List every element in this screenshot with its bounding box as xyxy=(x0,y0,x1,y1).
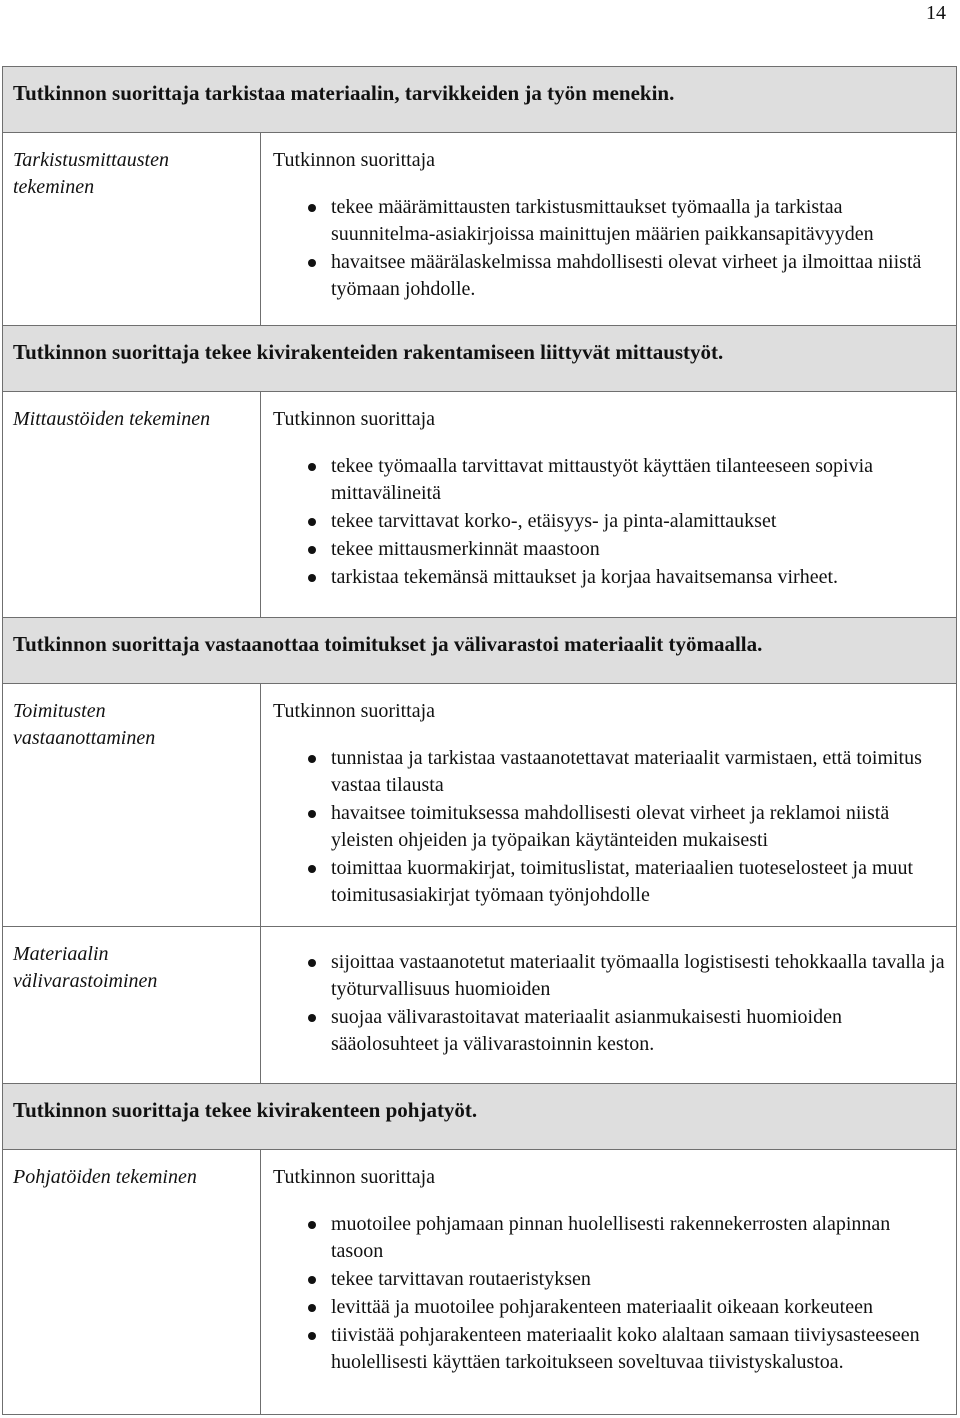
criteria-row xyxy=(3,1150,957,1415)
row-content xyxy=(261,1150,957,1415)
criteria-row xyxy=(3,927,957,1084)
section-header-row xyxy=(3,67,957,133)
list-item: sijoittaa vastaanotetut materiaalit työmaalla logistisesti tehokkaalla tavalla ja työturvallisuus huomioiden xyxy=(273,949,946,1003)
subject-label: Tutkinnon suorittaja xyxy=(273,700,436,722)
bullet-list xyxy=(273,453,946,591)
row-content xyxy=(261,392,957,618)
list-item: toimittaa kuormakirjat, toimituslistat, materiaalien tuoteselosteet ja muut toimitusasiakirjat työmaan työnjohdolle xyxy=(273,855,946,909)
row-label: Mittaustöiden tekeminen xyxy=(3,392,261,618)
row-label: Toimitusten vastaanottaminen xyxy=(3,684,261,927)
row-content xyxy=(261,133,957,326)
section-header-row xyxy=(3,1084,957,1150)
list-item: havaitsee määrälaskelmissa mahdollisesti olevat virheet ja ilmoittaa niistä työmaan johdolle. xyxy=(273,249,946,303)
subject-label: Tutkinnon suorittaja xyxy=(273,408,436,430)
list-item: tekee määrämittausten tarkistusmittaukset työmaalla ja tarkistaa suunnitelma-asiakirjoissa mainittujen määrien paikkansapitävyyden xyxy=(273,194,946,248)
section-header-row xyxy=(3,326,957,392)
page-number: 14 xyxy=(926,2,946,24)
criteria-row xyxy=(3,133,957,326)
criteria-row xyxy=(3,392,957,618)
section-header: Tutkinnon suorittaja vastaanottaa toimitukset ja välivarastoi materiaalit työmaalla. xyxy=(3,618,957,684)
row-label: Materiaalin välivarastoiminen xyxy=(3,927,261,1084)
list-item: suojaa välivarastoitavat materiaalit asianmukaisesti huomioiden sääolosuhteet ja välivarastoinnin keston. xyxy=(273,1004,946,1058)
bullet-list xyxy=(273,745,946,909)
list-item: levittää ja muotoilee pohjarakenteen materiaalit oikeaan korkeuteen xyxy=(273,1294,946,1321)
subject-label: Tutkinnon suorittaja xyxy=(273,149,436,171)
criteria-row xyxy=(3,684,957,927)
section-header: Tutkinnon suorittaja tekee kivirakenteiden rakentamiseen liittyvät mittaustyöt. xyxy=(3,326,957,392)
list-item: tiivistää pohjarakenteen materiaalit koko alaltaan samaan tiiviysasteeseen huolellisesti käyttäen tarkoitukseen soveltuvaa tiivistyskalustoa. xyxy=(273,1322,946,1376)
row-content xyxy=(261,927,957,1084)
list-item: tekee mittausmerkinnät maastoon xyxy=(273,536,946,563)
section-header-row xyxy=(3,618,957,684)
list-item: tekee tarvittavan routaeristyksen xyxy=(273,1266,946,1293)
list-item: havaitsee toimituksessa mahdollisesti olevat virheet ja reklamoi niistä yleisten ohjeiden ja työpaikan käytänteiden mukaisesti xyxy=(273,800,946,854)
list-item: tekee työmaalla tarvittavat mittaustyöt käyttäen tilanteeseen sopivia mittavälineitä xyxy=(273,453,946,507)
list-item: tunnistaa ja tarkistaa vastaanotettavat materiaalit varmistaen, että toimitus vastaa tilausta xyxy=(273,745,946,799)
row-content xyxy=(261,684,957,927)
bullet-list xyxy=(273,1211,946,1376)
bullet-list xyxy=(273,194,946,303)
list-item: tekee tarvittavat korko-, etäisyys- ja pinta-alamittaukset xyxy=(273,508,946,535)
section-header: Tutkinnon suorittaja tarkistaa materiaalin, tarvikkeiden ja työn menekin. xyxy=(3,67,957,133)
subject-label: Tutkinnon suorittaja xyxy=(273,1166,436,1188)
criteria-table xyxy=(2,66,957,1415)
list-item: muotoilee pohjamaan pinnan huolellisesti rakennekerrosten alapinnan tasoon xyxy=(273,1211,946,1265)
row-label: Tarkistusmittausten tekeminen xyxy=(3,133,261,326)
row-label: Pohjatöiden tekeminen xyxy=(3,1150,261,1415)
section-header: Tutkinnon suorittaja tekee kivirakenteen pohjatyöt. xyxy=(3,1084,957,1150)
list-item: tarkistaa tekemänsä mittaukset ja korjaa havaitsemansa virheet. xyxy=(273,564,946,591)
bullet-list xyxy=(273,949,946,1058)
